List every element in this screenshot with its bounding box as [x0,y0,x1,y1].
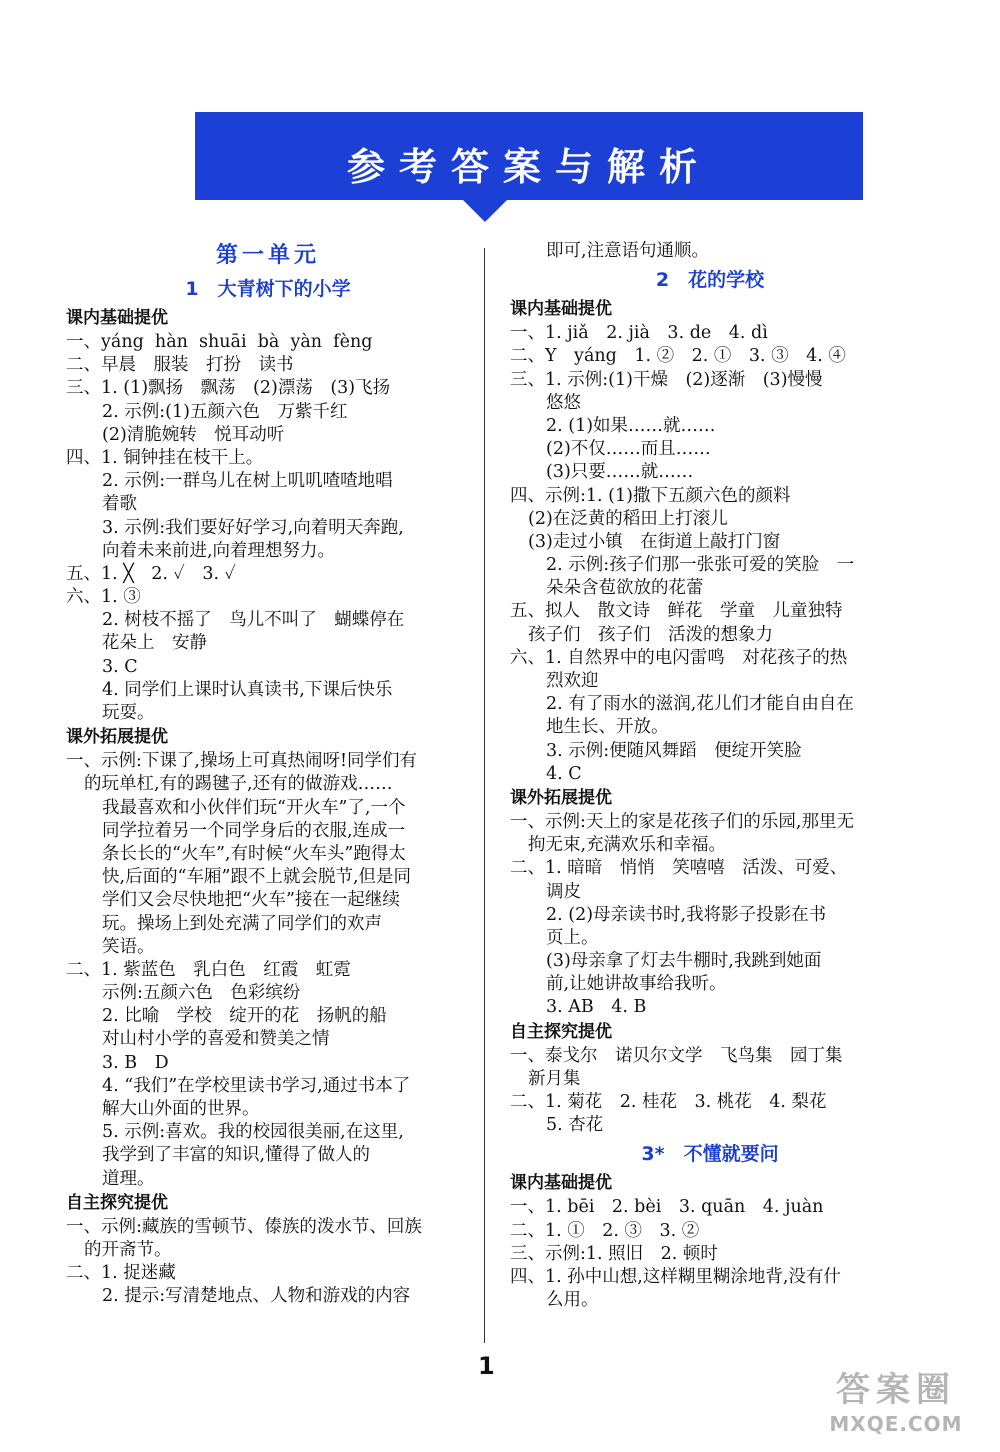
banner-pointer [463,200,507,222]
answer-line: 二、早晨 服装 打扮 读书 [66,355,294,376]
answer-line: 四、示例:1. (1)撒下五颜六色的颜料 [510,485,791,506]
answer-line: 新月集 [528,1068,581,1089]
answer-line: 5. 示例:喜欢。我的校园很美丽,在这里, [102,1122,404,1143]
answer-line: 示例:五颜六色 色彩缤纷 [102,983,301,1004]
answer-line: 3. C [102,656,138,677]
section-heading: 课外拓展提优 [66,727,168,748]
answer-line: 2. 提示:写清楚地点、人物和游戏的内容 [102,1286,411,1307]
answer-line: 孩子们 孩子们 活泼的想象力 [528,624,773,645]
answer-line: 一、示例:藏族的雪顿节、傣族的泼水节、回族 [66,1216,422,1237]
answer-line: 悠悠 [546,392,581,413]
answer-line: 一、1. jiǎ 2. jià 3. de 4. dì [510,323,768,344]
answer-line: (3)走过小镇 在街道上敲打门窗 [528,531,781,552]
answer-line: 的玩单杠,有的踢毽子,还有的做游戏…… [84,774,393,795]
answer-line: 着歌 [102,494,137,515]
answer-line: 笑语。 [102,936,155,957]
column-divider [484,248,485,1343]
answer-line: 六、1. 自然界中的电闪雷鸣 对花孩子的热 [510,647,848,668]
answer-line: 学们又会尽快地把“火车”接在一起继续 [102,890,400,911]
answer-line: (3)只要……就…… [546,462,694,483]
answer-line: 2. (1)如果……就…… [546,415,716,436]
answer-line: 五、拟人 散文诗 鲜花 学童 儿童独特 [510,601,843,622]
page-title: 参考答案与解析 [346,145,711,189]
answer-line: 3. B D [102,1052,169,1073]
answer-line: 2. 比喻 学校 绽开的花 扬帆的船 [102,1006,387,1027]
answer-line: (2)清脆婉转 悦耳动听 [102,424,285,445]
answer-line: 地生长、开放。 [546,717,669,738]
answer-line: 我学到了丰富的知识,懂得了做人的 [102,1145,371,1166]
section-heading: 课外拓展提优 [510,787,612,808]
section-heading: 自主探究提优 [66,1192,168,1213]
answer-line: 4. C [546,763,582,784]
right-column [510,240,910,1312]
answer-line: 解大山外面的世界。 [102,1099,260,1119]
answer-line: 2. 树枝不摇了 鸟儿不叫了 蝴蝶停在 [102,610,405,631]
answer-line: 3. 示例:便随风舞蹈 便绽开笑脸 [546,740,802,761]
answer-line: 五、1. ╳ 2. ✓ 3. ✓ [66,563,236,584]
answer-line: 四、1. 孙中山想,这样糊里糊涂地背,没有什 [510,1266,841,1287]
answer-line: 2. (2)母亲读书时,我将影子投影在书 [546,904,827,925]
answer-line: 快,后面的“车厢”跟不上就会脱节,但是同 [102,867,412,888]
answer-line: 拘无束,充满欢乐和幸福。 [528,835,727,856]
answer-line: 四、1. 铜钟挂在枝干上。 [66,447,264,468]
answer-line: 对山村小学的喜爱和赞美之情 [102,1029,330,1050]
answer-line: 二、1. 紫蓝色 乳白色 红霞 虹霓 [66,959,351,980]
section-heading: 课内基础提优 [66,308,168,328]
unit-heading: 第一单元 [215,243,320,268]
left-column [66,240,470,1309]
page-number: 1 [478,1352,495,1380]
answer-line: (3)母亲拿了灯去牛棚时,我跳到她面 [546,951,822,972]
lesson-heading: 3* 不懂就要问 [641,1143,779,1166]
section-heading: 自主探究提优 [510,1021,612,1042]
answer-line: 一、示例:天上的家是花孩子们的乐园,那里无 [510,811,854,832]
answer-line: 2. 有了雨水的滋润,花儿们才能自由自在 [546,694,854,715]
answer-line: 调皮 [546,881,581,902]
answer-line: 二、1. 暗暗 悄悄 笑嘻嘻 活泼、可爱、 [510,858,848,879]
answer-line: 二、1. 捉迷藏 [66,1263,176,1284]
answer-line: 3. AB 4. B [546,997,647,1018]
answer-line: 一、yáng hàn shuāi bà yàn fèng [66,332,373,352]
answer-line: 玩。操场上到处充满了同学们的欢声 [102,913,382,934]
answer-line: 么用。 [546,1290,599,1311]
answer-line: 4. 同学们上课时认真读书,下课后快乐 [102,679,393,700]
answer-line: 的开斋节。 [84,1239,172,1260]
lesson-heading: 2 花的学校 [655,269,765,292]
answer-line: 4. “我们”在学校里读书学习,通过书本了 [102,1075,411,1096]
answer-line: 玩耍。 [102,703,155,723]
answer-line: 朵朵含苞欲放的花蕾 [546,578,704,599]
answer-line: 三、1. 示例:(1)干燥 (2)逐渐 (3)慢慢 [510,369,823,390]
answer-line: 三、示例:1. 照旧 2. 顿时 [510,1243,718,1264]
answer-line: 页上。 [546,927,599,948]
answer-line: 三、1. (1)飘扬 飘荡 (2)漂荡 (3)飞扬 [66,378,391,399]
answer-line: 前,让她讲故事给我听。 [546,974,727,995]
section-heading: 课内基础提优 [510,299,612,320]
answer-line: 我最喜欢和小伙伴们玩“开火车”了,一个 [102,797,406,818]
watermark-sub: MXQE.COM [829,1412,963,1436]
answer-line: 一、1. bēi 2. bèi 3. quān 4. juàn [510,1197,824,1218]
answer-line: 2. 示例:一群鸟儿在树上叽叽喳喳地唱 [102,471,393,492]
answer-line: 条长长的“火车”,有时候“火车头”跑得太 [102,843,406,864]
answer-line: 花朵上 安静 [102,633,207,654]
answer-line: (2)不仅……而且…… [546,439,711,460]
answer-line: 二、1. ① 2. ③ 3. ② [510,1220,700,1241]
answer-line: 六、1. ③ [66,587,141,608]
answer-line: 烈欢迎 [546,671,599,691]
answer-line: 即可,注意语句通顺。 [546,241,710,261]
answer-line: 3. 示例:我们要好好学习,向着明天奔跑, [102,517,404,538]
answer-line: 5. 杏花 [546,1115,604,1136]
answer-line: 一、泰戈尔 诺贝尔文学 飞鸟集 园丁集 [510,1045,843,1066]
answer-line: 向着未来前进,向着理想努力。 [102,540,336,561]
watermark-main: 答案圈 [836,1370,956,1410]
answer-line: (2)在泛黄的稻田上打滚儿 [528,508,728,529]
answer-line: 一、示例:下课了,操场上可真热闹呀!同学们有 [66,751,417,772]
answer-line: 2. 示例:孩子们那一张张可爱的笑脸 一 [546,555,855,576]
answer-line: 二、1. 菊花 2. 桂花 3. 桃花 4. 梨花 [510,1092,827,1112]
answer-line: 同学拉着另一个同学身后的衣服,连成一 [102,820,406,841]
watermark-logo [806,1368,986,1446]
answer-line: 2. 示例:(1)五颜六色 万紫千红 [102,401,348,422]
section-heading: 课内基础提优 [510,1173,612,1194]
answer-line: 二、Y yáng 1. ② 2. ① 3. ③ 4. ④ [510,346,846,367]
title-banner [195,112,863,200]
answer-line: 道理。 [102,1168,155,1189]
lesson-heading: 1 大青树下的小学 [185,278,351,300]
